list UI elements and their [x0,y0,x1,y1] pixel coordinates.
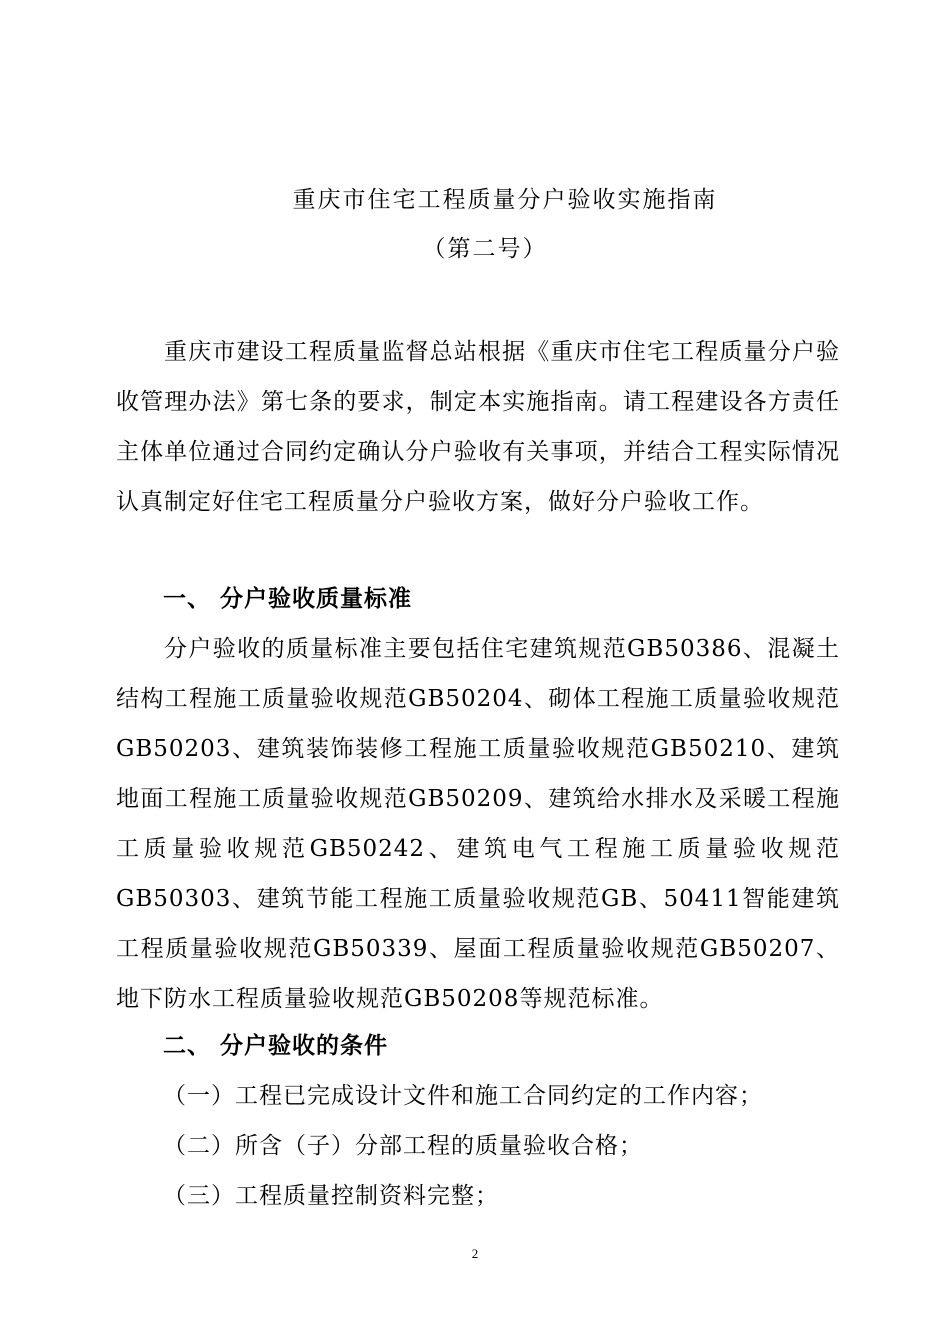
section-2-heading: 二、 分户验收的条件 [163,1033,389,1059]
section-1-body: 分户验收的质量标准主要包括住宅建筑规范GB50386、混凝土结构工程施工质量验收规范GB50204、砌体工程施工质量验收规范GB50203、建筑装饰装修工程施工质量验收规范GB50210、建筑地面工程施工质量验收规范GB50209、建筑给水排水及采暖工程施工质量验收规范GB50242、建筑电气工程施工质量验收规范GB50303、建筑节能工程施工质量验收规范GB、50411智能建筑工程质量验收规范GB50339、屋面工程质量验收规范GB50207、地下防水工程质量验收规范GB50208等规范标准。 [116,636,840,1012]
intro-paragraph: 重庆市建设工程质量监督总站根据《重庆市住宅工程质量分户验收管理办法》第七条的要求，制定本实施指南。请工程建设各方责任主体单位通过合同约定确认分户验收有关事项，并结合工程实际情况认真制定好住宅工程质量分户验收方案，做好分户验收工作。 [116,339,840,515]
section-2-item: （三）工程质量控制资料完整； [163,1183,499,1209]
document-title: 重庆市住宅工程质量分户验收实施指南 [292,187,718,213]
page-number: 2 [471,1246,479,1261]
document-subtitle: （第二号） [422,236,548,262]
section-2-item: （一）工程已完成设计文件和施工合同约定的工作内容； [163,1083,763,1109]
section-2-item: （二）所含（子）分部工程的质量验收合格； [163,1133,643,1159]
section-1-heading: 一、 分户验收质量标准 [163,586,413,612]
